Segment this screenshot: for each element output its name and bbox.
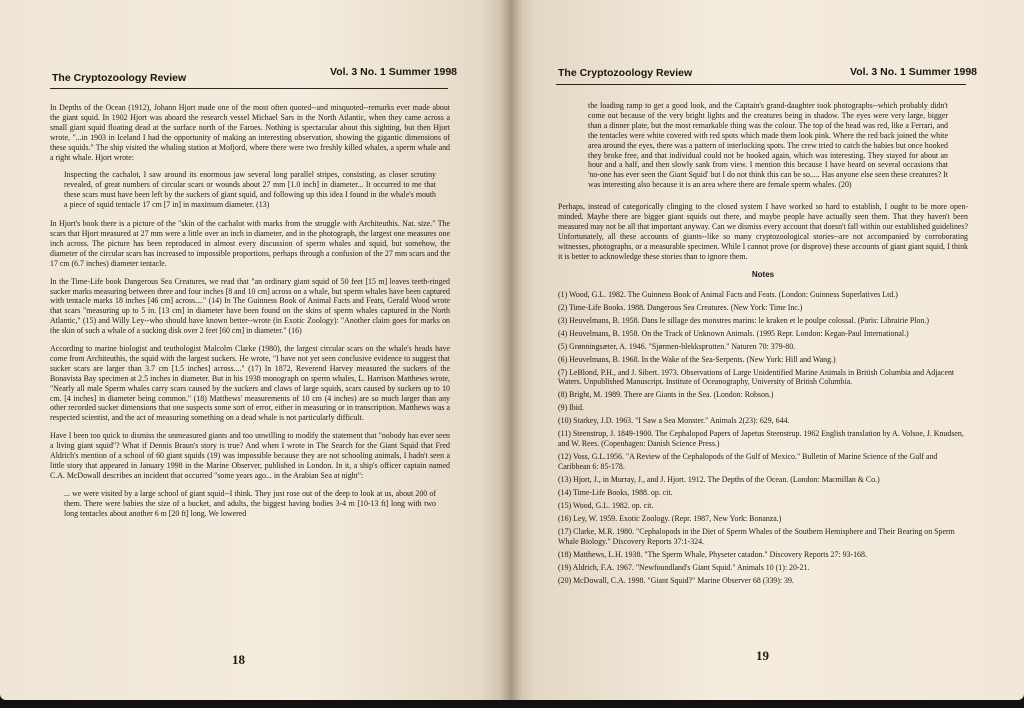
note-item: (5) Grønningsæter, A. 1946. "Sjørmen-blekksprutten." Naturen 70: 379-80. bbox=[558, 341, 796, 351]
paragraph: Have I been too quick to dismiss the unmeasured giants and too unwilling to modify the statement that "nobody has ever seen a living giant squid"? What if Dennis Braun's story is true? And when I wrote in The Search for the Giant Squid that Fred Aldrich's mention of a school of 60 giant squids (19) was impossible because they are not schooling animals, I hadn't seen a little story that appeared in January 1998 in the Marine Observer, published in London. In it, a ship's officer captain named C.A. McDowall describes an incident that occurred "some years ago... in the Arabian Sea at night": bbox=[50, 431, 450, 480]
right-header-title: The Cryptozoology Review bbox=[558, 67, 693, 79]
paragraph: According to marine biologist and teuthologist Malcolm Clarke (1980), the largest circular scars on the whale's heads have come from Architeuthis, the squid with the largest suckers. He wrote, "I have not yet seen conclusive evidence to suggest that sucker scars are larger than 3.7 cm [1.5 inches] across...." (17) In 1872, Reverend Harvey measured the suckers of the Bonavista Bay specimen at 2.5 inches in diameter. But in his 1938 monograph on sperm whales, L. Harrison Matthews wrote, "Nearly all male Sperm whales carry scars caused by the suckers and claws of large squids, scars caused by suckers up to 10 cm. [4 inches] in diameter being common." (18) Matthews' measurements of 10 cm (4 inches) are so much larger than any other recorded sucker dimensions that one suspects some sort of error, either in measuring or in transcription. Matthews was a respected scientist, and the act of measuring something on a dead whale is not particularly difficult. bbox=[50, 344, 450, 423]
note-item: (12) Voss, G.L.1956. "A Review of the Cephalopods of the Gulf of Mexico." Bulletin of Marine Science of the Gulf and Caribbean 6: 85-178. bbox=[558, 452, 938, 472]
note-item: (18) Matthews, L.H. 1938. "The Sperm Whale, Physeter catadon." Discovery Reports 27: 93-168. bbox=[558, 550, 867, 560]
left-page-number: 18 bbox=[232, 652, 245, 667]
left-page bbox=[0, 0, 510, 700]
note-item: (2) Time-Life Books. 1988. Dangerous Sea Creatures. (New York: Time Inc.) bbox=[558, 302, 803, 312]
note-item: (19) Aldrich, F.A. 1967. "Newfoundland's Giant Squid." Animals 10 (1): 20-21. bbox=[558, 563, 810, 573]
note-item: (1) Wood, G.L. 1982. The Guinness Book of Animal Facts and Feats. (London: Guinness Superlatives Ltd.) bbox=[558, 289, 898, 299]
book-gutter bbox=[500, 0, 522, 700]
note-item: (15) Wood, G.L. 1982. op. cit. bbox=[558, 501, 654, 511]
left-header-issue: Vol. 3 No. 1 Summer 1998 bbox=[330, 66, 458, 78]
note-item: (11) Steenstrup, J. 1849-1900. The Cephalopod Papers of Japetus Steenstrup. 1962 English translation by A. Volsoe, J. Knudsen, and W. Rees. (Copenhagen: Danish Science Press.) bbox=[558, 429, 964, 449]
left-body bbox=[50, 103, 450, 528]
note-item: (10) Starkey, J.D. 1963. "I Saw a Sea Monster." Animals 2(23): 629, 644. bbox=[558, 416, 790, 426]
right-page bbox=[510, 0, 1024, 700]
paragraph: Perhaps, instead of categorically clinging to the closed system I have worked so hard to establish, I ought to be more open-minded. Maybe there are bigger giant squids out there, and maybe people have actually seen them. That they haven't been measured may not be all that important anyway. Can we dismiss every account that doesn't fall within our established guidelines? Unfortunately, all these accounts of giants--like so many cryptozoological stories--are not accompanied by corroborating witnesses, photographs, or a measurable specimen. While I cannot prove (or disprove) these accounts of giant giant squid, I think it is better to acknowledge these stories than to ignore them. bbox=[558, 202, 968, 261]
note-item: (9) Ibid. bbox=[558, 403, 584, 413]
notes-heading: Notes bbox=[751, 269, 775, 279]
right-body bbox=[558, 101, 968, 589]
note-item: (7) LeBlond, P.H., and J. Sibert. 1973. Observations of Large Unidentified Marine Animals in British Columbia and Adjacent Waters. Unpublished Manuscript. Institute of Oceanography, University of British Columbia. bbox=[558, 367, 955, 387]
block-quote: the loading ramp to get a good look, and the Captain's grand-daughter took photographs--which probably didn't come out because of the very bright lights and the creatures being in shadow. The eyes were very large, bigger than a dinner plate, but the most remarkable thing was the colour. The top of the head was red, like a Ferrari, and the tentacles were white covered with red spots which made them look pink. Where the red back joined the white area around the eyes, there was a pattern of interlocking spots. The crew tried to catch the babies but once hooked they broke free, and that individual could not be hooked again, which was interesting. They stayed for about an hour and a half, and then slowly sank from view. I mention this because I have heard on several occasions that 'no-one has ever seen the Giant Squid' but I do not think this can be so..... Has anyone else seen these creatures? It was interesting also because it is an area where there are female sperm whales. (20) bbox=[588, 101, 948, 190]
note-item: (16) Ley, W. 1959. Exotic Zoology. (Repr. 1987, New York: Bonanza.) bbox=[558, 514, 782, 524]
note-item: (14) Time-Life Books, 1988. op. cit. bbox=[558, 488, 673, 498]
note-item: (13) Hjort, J., in Murray, J., and J. Hjort. 1912. The Depths of the Ocean. (London: Macmillan & Co.) bbox=[558, 475, 880, 485]
note-item: (20) McDowall, C.A. 1998. "Giant Squid?" Marine Observer 68 (339): 39. bbox=[558, 576, 794, 586]
note-item: (8) Bright, M. 1989. There are Giants in the Sea. (London: Robson.) bbox=[558, 390, 774, 400]
right-header-issue: Vol. 3 No. 1 Summer 1998 bbox=[850, 66, 978, 78]
note-item: (3) Heuvelmans, B. 1958. Dans le sillage des monstres marins: le kraken et le poulpe colossal. (Paris: Librairie Plon.) bbox=[558, 315, 929, 325]
paragraph: In Depths of the Ocean (1912), Johann Hjort made one of the most often quoted--and misquoted--remarks ever made about the giant squid. In 1902 Hjort was aboard the research vessel Michael Sars in the North Atlantic, when they came across a small giant squid floating dead at the surface north of the Faroes. Nothing is spectacular about this sighting, but then Hjort wrote, "...in 1903 in Iceland I had the opportunity of making an interesting observation, showing the gigantic dimensions of these squids." The ship visited the whaling station at Mofjord, where there were two freshly killed whales, a sperm whale and a right whale. Hjort wrote: bbox=[50, 103, 450, 162]
right-header-rule bbox=[556, 84, 966, 85]
paragraph: In Hjort's book there is a picture of the "skin of the cachalot with marks from the struggle with Architeuthis. Nat. size." The scars that Hjort measured at 27 mm were a little over an inch in diameter, and in the photograph, the largest one measures one inch across. The picture has been reproduced in almost every discussion of sperm whales and squid, but somehow, the diameter of the circular scars has increased to impossible proportions, perhaps through a confusion of the 27 mm scars and the 17 cm (6.7 inches) diameter tentacle. bbox=[50, 219, 450, 268]
note-item: (6) Heuvelmans, B. 1968. In the Wake of the Sea-Serpents. (New York: Hill and Wang.) bbox=[558, 354, 836, 364]
block-quote: ... we were visited by a large school of giant squid--I think. They just rose out of the deep to look at us, about 200 of them. There were babies the size of a bucket, and adults, the biggest having bodies 3-4 m [10-13 ft] long with two long tentacles about another 6 m [20 ft] long. We lowered bbox=[64, 488, 436, 518]
paragraph: In the Time-Life book Dangerous Sea Creatures, we read that "an ordinary giant squid of 50 feet [15 m] leaves teeth-ringed sucker marks measuring between three and four inches [8 and 10 cm] across on a whale, but sperm whales have been captured with tentacle marks 18 inches [46 cm] across...." (14) In The Guinness Book of Animal Facts and Feats, Gerald Wood wrote that scars "measuring up to 5 in. [13 cm] in diameter have been found on the skins of sperm whales captured in the North Atlantic," (15) and Willy Ley--who should have known better--wrote (in Exotic Zoology): "Another claim goes for marks on the skin of such a whale of a sucking disk over 2 feet [60 cm] in diameter." (16) bbox=[50, 276, 450, 336]
left-header-rule bbox=[50, 88, 448, 89]
note-item: (4) Heuvelmans, B. 1958. On the Track of Unknown Animals. (1995 Repr. London: Kegan-Paul International.) bbox=[558, 328, 909, 338]
left-header-title: The Cryptozoology Review bbox=[52, 72, 187, 84]
right-page-number: 19 bbox=[756, 648, 769, 663]
note-item: (17) Clarke, M.R. 1980. "Cephalopods in the Diet of Sperm Whales of the Southern Hemisphere and Their Bearing on Sperm Whale Biology." Discovery Reports 37:1-324. bbox=[558, 527, 955, 547]
block-quote: Inspecting the cachalot, I saw around its enormous jaw several long parallel stripes, consisting, as closer scrutiny revealed, of great numbers of circular scars or wounds about 27 mm [1.0 inch] in diameter... It occurred to me that these scars must have been left by the suckers of giant squid, and following up this idea I found in the whale's mouth a piece of squid tentacle 17 cm [7 in] in maximum diameter. (13) bbox=[64, 170, 436, 210]
